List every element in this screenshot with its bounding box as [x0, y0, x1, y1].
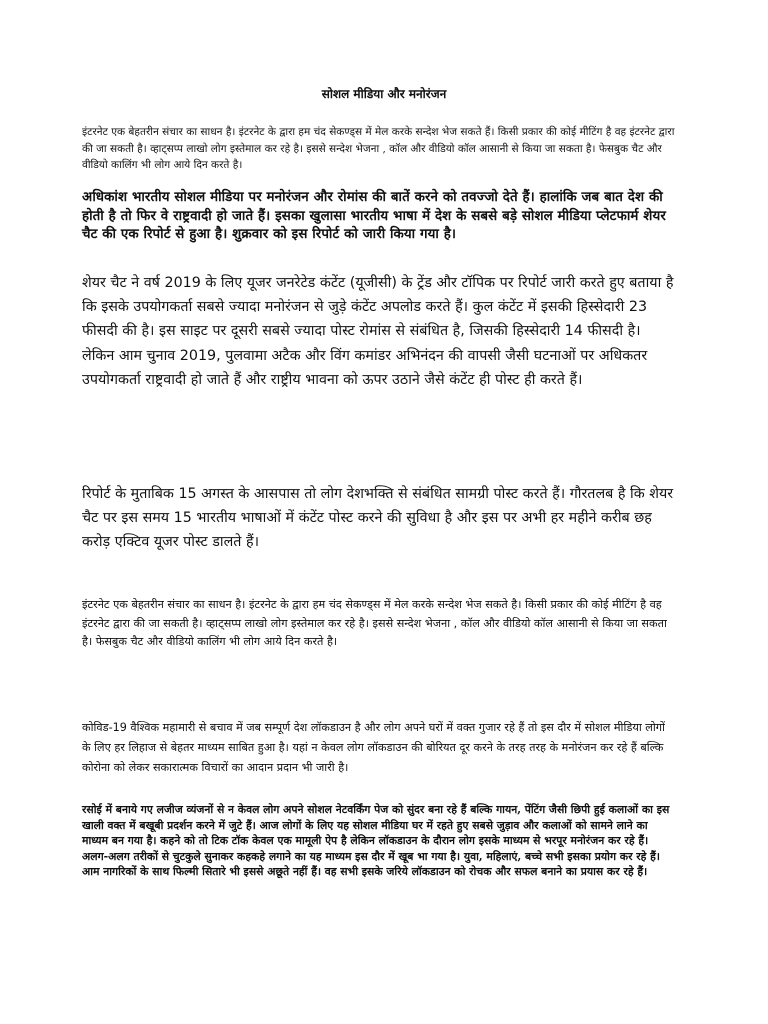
paragraph-sharechat-report: शेयर चैट ने वर्ष 2019 के लिए यूजर जनरेटेड कंटेंट (यूजीसी) के ट्रेंड और टॉपिक पर रिपोर्ट जारी करते हुए बताया है कि इसके उपयोगकर्ता सबसे ज्यादा मनोरंजन से जुड़े कंटेंट अपलोड करते हैं। कुल कंटेंट में इसकी हिस्सेदारी 23 फीसदी की है। इस साइट पर दूसरी सबसे ज्यादा पोस्ट रोमांस से संबंधित है, जिसकी हिस्सेदारी 14 फीसदी है। लेकिन आम चुनाव 2019, पुलवामा अटैक और विंग कमांडर अभिनंदन की वापसी जैसी घटनाओं पर अधिकतर उपयोगकर्ता राष्ट्रवादी हो जाते हैं और राष्ट्रीय भावना को ऊपर उठाने जैसे कंटेंट ही पोस्ट ही करते हैं।	[82, 275, 674, 388]
paragraph-internet-repeat: इंटरनेट एक बेहतरीन संचार का साधन है। इंटरनेट के द्वारा हम चंद सेकण्ड्स में मेल करके सन्देश भेज सकते है। किसी प्रकार की कोई मीटिंग है वह इंटरनेट द्वारा की जा सकती है। व्हाट्सप्प लाखो लोग इस्तेमाल कर रहे है। इससे सन्देश भेजना , कॉल और वीडियो कॉल आसानी से किया जा सकता है। फेसबुक चैट और वीडियो कालिंग भी लोग आये दिन करते है।	[82, 598, 667, 649]
paragraph-tiktok-entertainment: रसोई में बनाये गए लजीज व्यंजनों से न केवल लोग अपने सोशल नेटवर्किंग पेज को सुंदर बना रहे हैं बल्कि गायन, पेंटिंग जैसी छिपी हुई कलाओं का इस खाली वक्त में बखूबी प्रदर्शन करने में जुटे हैं। आज लोगों के लिए यह सोशल मीडिया घर में रहते हुए सबसे जुड़ाव और कलाओं को सामने लाने का माध्यम बन गया है। कहने को तो टिक टॉक केवल एक मामूली ऐप है लेकिन लॉकडाउन के दौरान लोग इसके माध्यम से भरपूर मनोरंजन कर रहे हैं। अलग-अलग तरीकों से चुटकुले सुनाकर कहकहे लगाने का यह माध्यम इस दौर में खूब भा गया है। युवा, महिलाएं, बच्चे सभी इसका प्रयोग कर रहे हैं। आम नागरिकों के साथ फिल्मी सितारे भी इससे अछूते नहीं हैं। वह सभी इसके जरिये लॉकडाउन को रोचक और सफल बनाने का प्रयास कर रहे हैं।	[82, 803, 670, 879]
paragraph-internet-intro: इंटरनेट एक बेहतरीन संचार का साधन है। इंटरनेट के द्वारा हम चंद सेकण्ड्स में मेल करके सन्देश भेज सकते हैं। किसी प्रकार की कोई मीटिंग है वह इंटरनेट द्वारा की जा सकती है। व्हाट्सप्प लाखो लोग इस्तेमाल कर रहे है। इससे सन्देश भेजना , कॉल और वीडियो कॉल आसानी से किया जा सकता है। फेसबुक चैट और वीडियो कालिंग भी लोग आये दिन करते है।	[82, 126, 675, 172]
paragraph-social-media-entertainment: अधिकांश भारतीय सोशल मीडिया पर मनोरंजन और रोमांस की बातें करने को तवज्जो देते हैं। हालांकि जब बात देश की होती है तो फिर वे राष्ट्रवादी हो जाते हैं। इसका खुलासा भारतीय भाषा में देश के सबसे बड़े सोशल मीडिया प्लेटफार्म शेयर चैट की एक रिपोर्ट से हुआ है। शुक्रवार को इस रिपोर्ट को जारी किया गया है।	[82, 189, 666, 243]
paragraph-report-independence-day: रिपोर्ट के मुताबिक 15 अगस्त के आसपास तो लोग देशभक्ति से संबंधित सामग्री पोस्ट करते हैं। गौरतलब है कि शेयर चैट पर इस समय 15 भारतीय भाषाओं में कंटेंट पोस्ट करने की सुविधा है और इस पर अभी हर महीने करीब छह करोड़ एक्टिव यूजर पोस्ट डालते हैं।	[82, 486, 674, 551]
paragraph-covid-lockdown: कोविड-19 वैश्विक महामारी से बचाव में जब सम्पूर्ण देश लॉकडाउन है और लोग अपने घरों में वक्त गुजार रहे हैं तो इस दौर में सोशल मीडिया लोगों के लिए हर लिहाज से बेहतर माध्यम साबित हुआ है। यहां न केवल लोग लॉकडाउन की बोरियत दूर करने के तरह तरह के मनोरंजन कर रहे हैं बल्कि कोरोना को लेकर सकारात्मक विचारों का आदान प्रदान भी जारी है।	[82, 721, 665, 775]
document-title: सोशल मीडिया और मनोरंजन	[321, 87, 447, 101]
